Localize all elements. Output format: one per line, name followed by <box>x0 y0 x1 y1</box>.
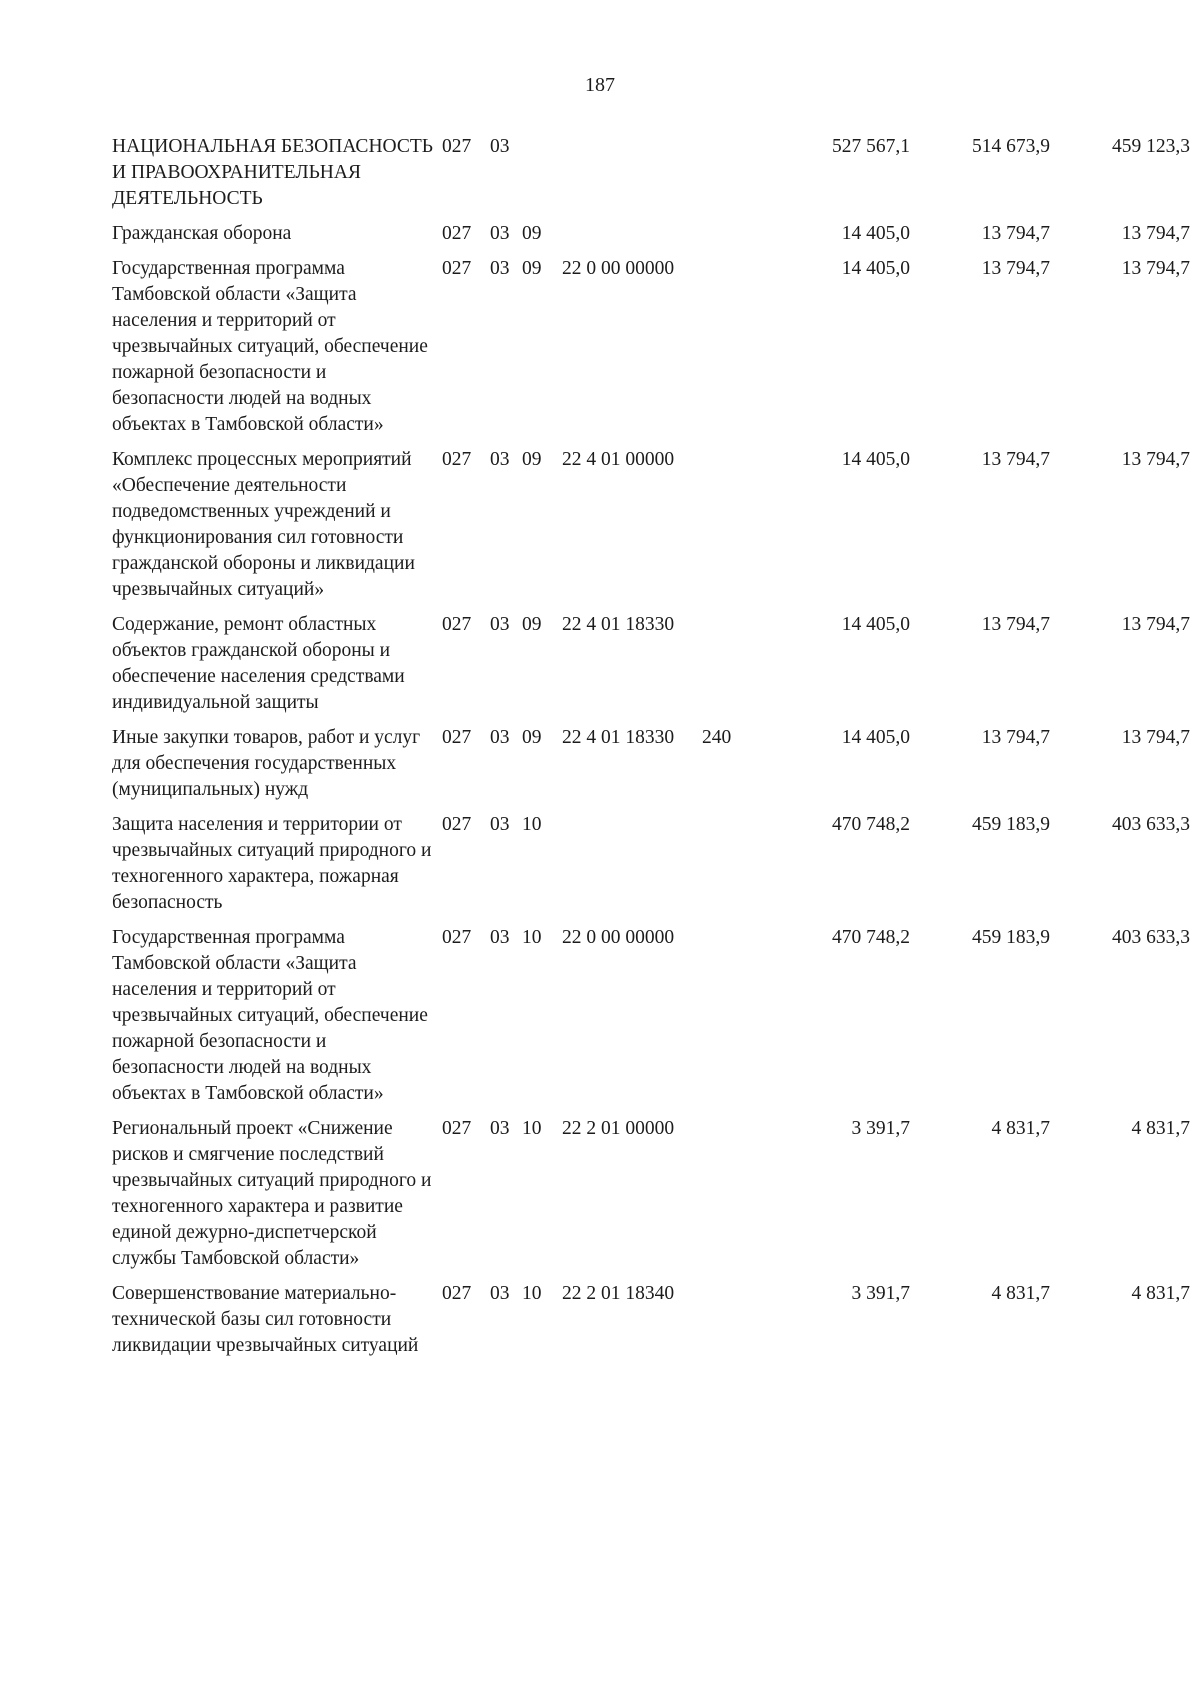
row-year-2: 13 794,7 <box>981 614 1050 635</box>
row-year-2: 459 183,9 <box>972 814 1050 835</box>
page-number: 187 <box>585 74 615 96</box>
row-ved: 027 <box>442 1283 472 1304</box>
row-rz: 03 <box>490 814 510 835</box>
table-row <box>112 925 1190 1116</box>
row-ved: 027 <box>442 814 472 835</box>
row-vr <box>702 612 770 725</box>
row-year-2: 4 831,7 <box>991 1118 1050 1139</box>
row-name: Государственная программа Тамбовской области «Защита населения и территорий от чрезвычайных ситуаций, обеспечение пожарной безопасности и безопасности людей на водных объектах в Тамбовской области» <box>112 927 428 1104</box>
table-row <box>112 812 1190 925</box>
row-year-3: 13 794,7 <box>1121 223 1190 244</box>
row-csr <box>562 134 702 221</box>
row-vr <box>702 134 770 221</box>
row-year-3: 13 794,7 <box>1121 449 1190 470</box>
row-year-3: 4 831,7 <box>1131 1118 1190 1139</box>
row-pr: 09 <box>522 449 542 470</box>
row-name: Гражданская оборона <box>112 223 292 244</box>
row-name: Иные закупки товаров, работ и услуг для обеспечения государственных (муниципальных) нужд <box>112 727 421 800</box>
row-name: Комплекс процессных мероприятий «Обеспечение деятельности подведомственных учреждений и функционирования сил готовности гражданской обороны и ликвидации чрезвычайных ситуаций» <box>112 449 415 600</box>
table-row <box>112 256 1190 447</box>
table-body <box>112 134 1190 1368</box>
row-pr: 09 <box>522 614 542 635</box>
row-pr: 10 <box>522 927 542 948</box>
row-name: Содержание, ремонт областных объектов гражданской обороны и обеспечение населения средствами индивидуальной защиты <box>112 614 405 713</box>
table-row <box>112 612 1190 725</box>
row-rz: 03 <box>490 1283 510 1304</box>
row-vr <box>702 812 770 925</box>
row-ved: 027 <box>442 449 472 470</box>
row-year-3: 13 794,7 <box>1121 727 1190 748</box>
row-pr: 09 <box>522 258 542 279</box>
row-vr <box>702 925 770 1116</box>
row-year-3: 13 794,7 <box>1121 258 1190 279</box>
row-csr <box>562 812 702 925</box>
row-year-2: 4 831,7 <box>991 1283 1050 1304</box>
row-rz: 03 <box>490 258 510 279</box>
row-csr: 22 0 00 00000 <box>562 258 675 279</box>
row-year-3: 459 123,3 <box>1112 136 1190 157</box>
table-row <box>112 725 1190 812</box>
row-name: НАЦИОНАЛЬНАЯ БЕЗОПАСНОСТЬ И ПРАВООХРАНИТЕЛЬНАЯ ДЕЯТЕЛЬНОСТЬ <box>112 136 433 209</box>
row-pr <box>522 134 562 221</box>
row-ved: 027 <box>442 927 472 948</box>
row-vr <box>702 447 770 612</box>
row-vr: 240 <box>702 727 732 748</box>
row-rz: 03 <box>490 136 510 157</box>
row-ved: 027 <box>442 258 472 279</box>
row-year-2: 13 794,7 <box>981 449 1050 470</box>
row-pr: 09 <box>522 727 542 748</box>
row-rz: 03 <box>490 1118 510 1139</box>
row-vr <box>702 256 770 447</box>
row-name: Региональный проект «Снижение рисков и смягчение последствий чрезвычайных ситуаций природного и техногенного характера и развитие единой дежурно-диспетчерской службы Тамбовской области» <box>112 1118 432 1269</box>
row-year-1: 3 391,7 <box>851 1283 910 1304</box>
row-rz: 03 <box>490 449 510 470</box>
row-year-1: 14 405,0 <box>841 449 910 470</box>
row-year-3: 13 794,7 <box>1121 614 1190 635</box>
row-vr <box>702 221 770 256</box>
table-row <box>112 1116 1190 1281</box>
row-ved: 027 <box>442 223 472 244</box>
row-vr <box>702 1116 770 1281</box>
row-rz: 03 <box>490 727 510 748</box>
table-row <box>112 221 1190 256</box>
row-year-2: 13 794,7 <box>981 258 1050 279</box>
row-year-1: 14 405,0 <box>841 223 910 244</box>
row-rz: 03 <box>490 223 510 244</box>
row-pr: 10 <box>522 1283 542 1304</box>
row-csr: 22 4 01 18330 <box>562 614 675 635</box>
row-ved: 027 <box>442 1118 472 1139</box>
row-csr: 22 2 01 00000 <box>562 1118 675 1139</box>
row-pr: 10 <box>522 1118 542 1139</box>
row-csr: 22 4 01 00000 <box>562 449 675 470</box>
table-row <box>112 447 1190 612</box>
row-year-1: 14 405,0 <box>841 258 910 279</box>
row-csr: 22 2 01 18340 <box>562 1283 675 1304</box>
row-ved: 027 <box>442 727 472 748</box>
row-year-1: 470 748,2 <box>832 927 910 948</box>
row-pr: 10 <box>522 814 542 835</box>
row-ved: 027 <box>442 136 472 157</box>
table-row <box>112 1281 1190 1368</box>
row-name: Государственная программа Тамбовской области «Защита населения и территорий от чрезвычайных ситуаций, обеспечение пожарной безопасности и безопасности людей на водных объектах в Тамбовской области» <box>112 258 428 435</box>
row-year-3: 4 831,7 <box>1131 1283 1190 1304</box>
row-csr: 22 4 01 18330 <box>562 727 675 748</box>
row-csr: 22 0 00 00000 <box>562 927 675 948</box>
row-csr <box>562 221 702 256</box>
row-rz: 03 <box>490 927 510 948</box>
row-year-1: 470 748,2 <box>832 814 910 835</box>
row-pr: 09 <box>522 223 542 244</box>
budget-table <box>112 134 1190 1368</box>
row-year-2: 13 794,7 <box>981 727 1050 748</box>
row-year-3: 403 633,3 <box>1112 814 1190 835</box>
row-year-2: 514 673,9 <box>972 136 1050 157</box>
row-vr <box>702 1281 770 1368</box>
row-year-1: 14 405,0 <box>841 614 910 635</box>
row-year-2: 459 183,9 <box>972 927 1050 948</box>
row-year-1: 14 405,0 <box>841 727 910 748</box>
row-name: Защита населения и территории от чрезвычайных ситуаций природного и техногенного характера, пожарная безопасность <box>112 814 432 913</box>
row-rz: 03 <box>490 614 510 635</box>
row-ved: 027 <box>442 614 472 635</box>
row-year-1: 527 567,1 <box>832 136 910 157</box>
row-year-3: 403 633,3 <box>1112 927 1190 948</box>
table-row <box>112 134 1190 221</box>
row-year-2: 13 794,7 <box>981 223 1050 244</box>
row-year-1: 3 391,7 <box>851 1118 910 1139</box>
row-name: Совершенствование материально-технической базы сил готовности ликвидации чрезвычайных ситуаций <box>112 1283 419 1356</box>
